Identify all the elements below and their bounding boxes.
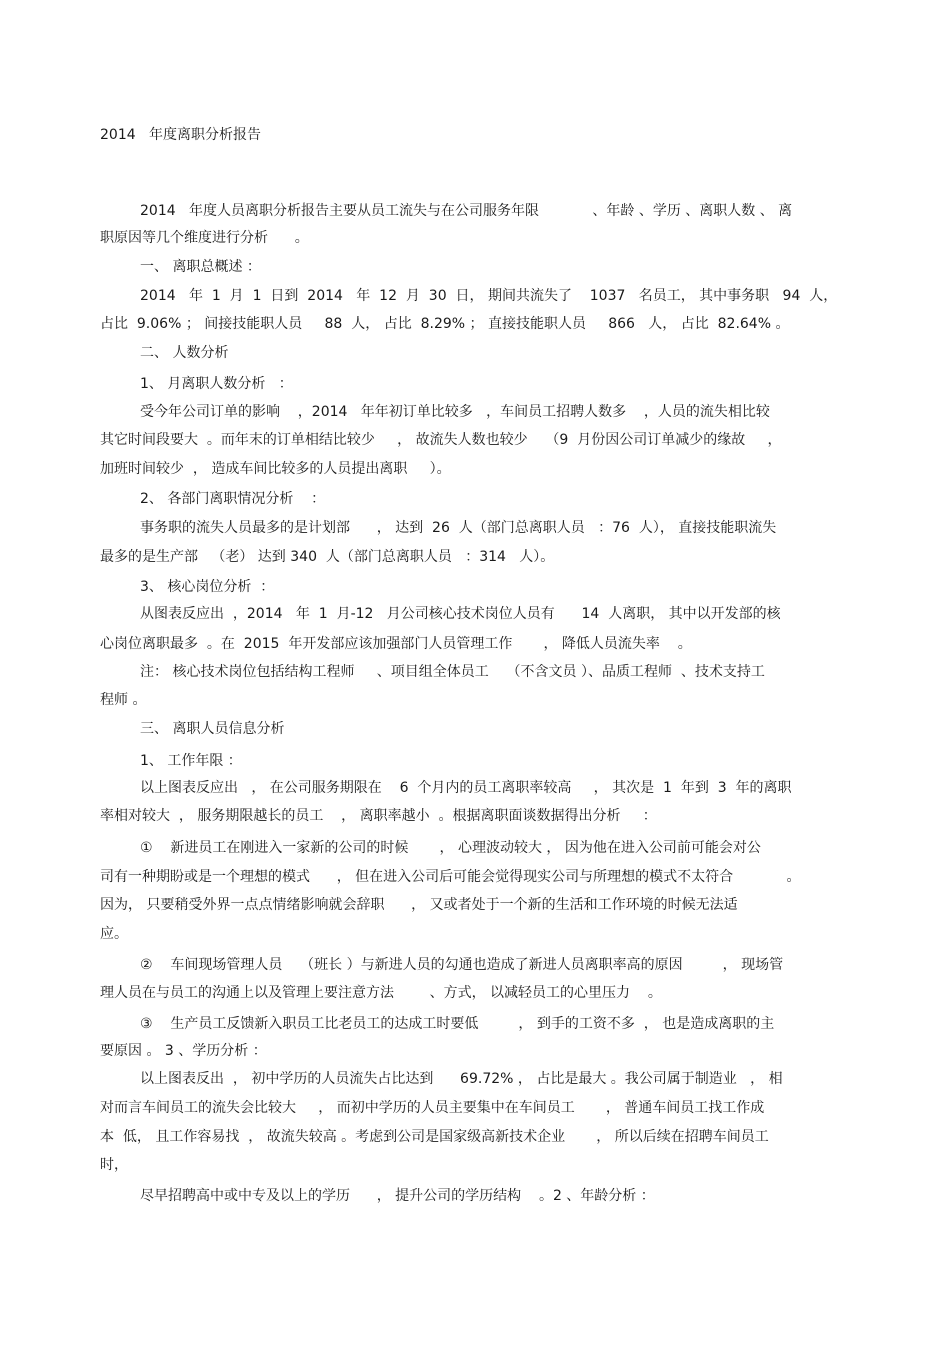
paragraph-line: 率相对较大 ， 服务期限越长的员工 ， 离职率越小 。根据离职面谈数据得出分析 ：: [100, 808, 657, 824]
subsection-heading: 1、 月离职人数分析 ：: [140, 376, 293, 392]
paragraph-line: 最多的是生产部 （老） 达到 340 人（部门总离职人员 ：314 人）。: [100, 549, 555, 565]
list-item-line: 要原因 。 3 、学历分析 ：: [100, 1043, 267, 1059]
paragraph-line: 事务职的流失人员最多的是计划部 ， 达到 26 人（部门总离职人员 ：76 人）， 直接技能职流失: [140, 520, 777, 536]
paragraph-line: 占比 9.06% ； 间接技能职人员 88 人， 占比 8.29% ； 直接技能职人员 866 人， 占比 82.64% 。: [100, 316, 790, 332]
subsection-heading: 2、 各部门离职情况分析 ：: [140, 491, 326, 507]
paragraph-line: 尽早招聘高中或中专及以上的学历 ， 提升公司的学历结构 。2 、年龄分析 ：: [140, 1188, 655, 1204]
paragraph-line: 2014 年 1 月 1 日到 2014 年 12 月 30 日， 期间共流失了 1037 名员工， 其中事务职 94 人，: [140, 288, 838, 304]
subsection-heading: 3、 核心岗位分析 ：: [140, 579, 275, 595]
list-item-line: ① 新进员工在刚进入一家新的公司的时候 ， 心理波动较大 ， 因为他在进入公司前可能会对公: [140, 840, 761, 856]
section-heading: 二、 人数分析: [140, 345, 229, 361]
paragraph-line: 本 低， 且工作容易找 ， 故流失较高 。考虑到公司是国家级高新技术企业 ， 所以后续在招聘车间员工: [100, 1129, 769, 1145]
paragraph-line: 从图表反应出 ，2014 年 1 月-12 月公司核心技术岗位人员有 14 人离职， 其中以开发部的核: [140, 606, 781, 622]
list-item-line: ② 车间现场管理人员 （班长 ）与新进人员的勾通也造成了新进人员离职率高的原因 ， 现场管: [140, 957, 784, 973]
subsection-heading: 1、 工作年限 ：: [140, 753, 242, 769]
paragraph-line: 2014 年度人员离职分析报告主要从员工流失与在公司服务年限 、年龄 、学历 、离职人数 、 离: [140, 203, 793, 219]
paragraph-line: 对而言车间员工的流失会比较大 ， 而初中学历的人员主要集中在车间员工 ， 普通车间员工找工作成: [100, 1100, 765, 1116]
list-item-line: 应。: [100, 926, 128, 942]
list-item-line: 理人员在与员工的沟通上以及管理上要注意方法 、方式， 以减轻员工的心里压力 。: [100, 985, 662, 1001]
list-item-line: 司有一种期盼或是一个理想的模式 ， 但在进入公司后可能会觉得现实公司与所理想的模式不太符合 。: [100, 869, 801, 885]
document-title: 2014 年度离职分析报告: [100, 127, 261, 143]
paragraph-line: 以上图表反出 ， 初中学历的人员流失占比达到 69.72% ， 占比是最大 。我公司属于制造业 ， 相: [140, 1071, 783, 1087]
paragraph-line: 心岗位离职最多 。在 2015 年开发部应该加强部门人员管理工作 ， 降低人员流失率 。: [100, 636, 692, 652]
paragraph-line: 职原因等几个维度进行分析 。: [100, 230, 309, 246]
note-line: 注： 核心技术岗位包括结构工程师 、项目组全体员工 （不含文员 ）、品质工程师 、技术支持工: [140, 664, 765, 680]
list-item-line: ③ 生产员工反馈新入职员工比老员工的达成工时要低 ， 到手的工资不多 ， 也是造成离职的主: [140, 1016, 775, 1032]
paragraph-line: 受今年公司订单的影响 ，2014 年年初订单比较多 ，车间员工招聘人数多 ，人员的流失相比较: [140, 404, 770, 420]
section-heading: 一、 离职总概述 ：: [140, 259, 261, 275]
section-heading: 三、 离职人员信息分析: [140, 721, 285, 737]
paragraph-line: 其它时间段要大 。而年末的订单相结比较少 ， 故流失人数也较少 （9 月份因公司订单减少的缘故 ，: [100, 432, 782, 448]
note-line: 程师 。: [100, 692, 147, 708]
paragraph-line: 加班时间较少 ， 造成车间比较多的人员提出离职 ）。: [100, 461, 451, 477]
paragraph-line: 时，: [100, 1157, 128, 1173]
list-item-line: 因为， 只要稍受外界一点点情绪影响就会辞职 ， 又或者处于一个新的生活和工作环境的时候无法适: [100, 897, 738, 913]
paragraph-line: 以上图表反应出 ， 在公司服务期限在 6 个月内的员工离职率较高 ， 其次是 1 年到 3 年的离职: [140, 780, 792, 796]
